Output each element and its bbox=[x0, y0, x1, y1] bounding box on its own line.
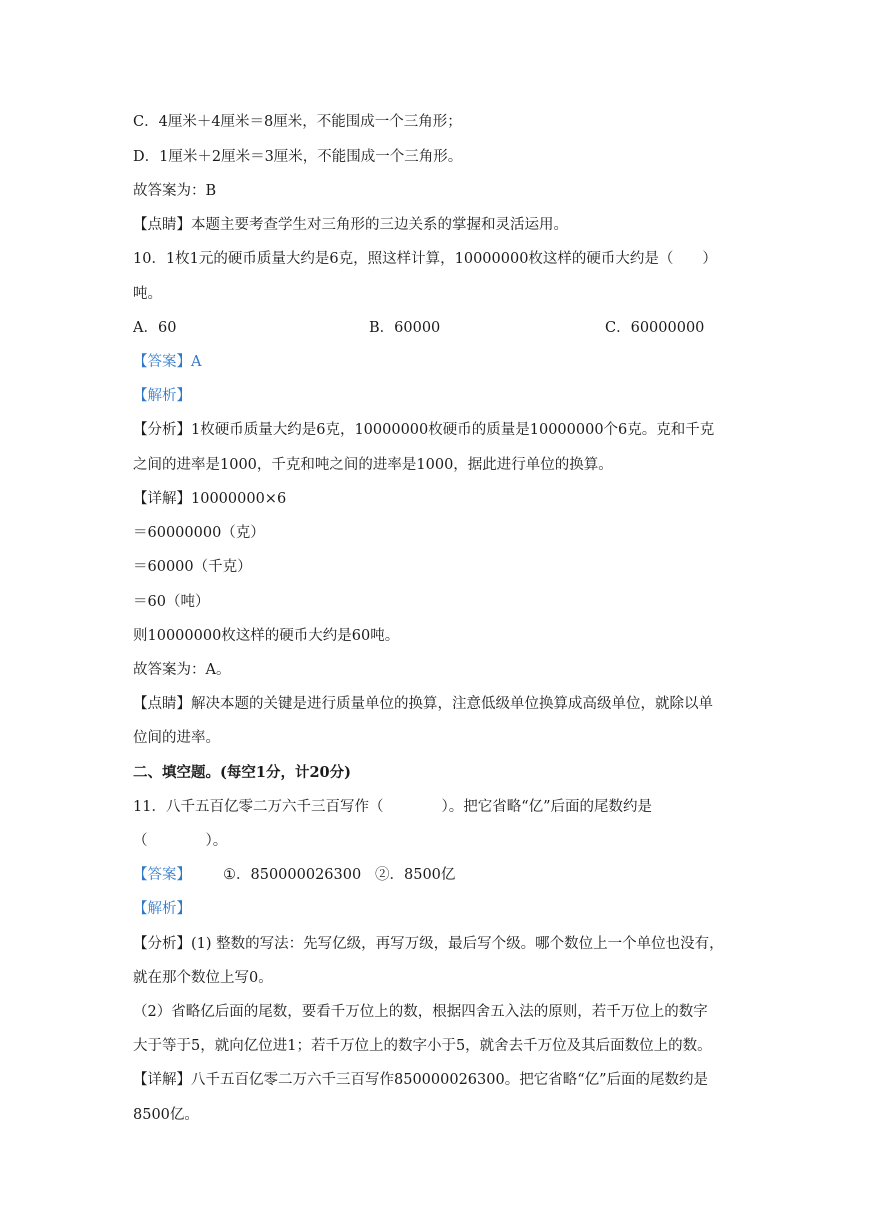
fenxi-q10-line1: 【分析】1枚硬币质量大约是6克，10000000枚硬币的质量是10000000个6克。克和千克 bbox=[133, 422, 715, 438]
conclusion-q10: 则10000000枚这样的硬币大约是60吨。 bbox=[133, 628, 400, 644]
fenxi-q10-line2: 之间的进率是1000，千克和吨之间的进率是1000，据此进行单位的换算。 bbox=[133, 457, 613, 473]
xiangjie-q11-line2: 8500亿。 bbox=[133, 1107, 199, 1123]
answer-label: 【答案】 bbox=[133, 867, 191, 883]
answer-q10: 【答案】A bbox=[133, 354, 202, 370]
answer-summary-q10: 故答案为：A。 bbox=[133, 662, 231, 678]
xiangjie-q10: 【详解】10000000×6 bbox=[133, 491, 287, 507]
dianjing-q9: 【点睛】本题主要考查学生对三角形的三边关系的掌握和灵活运用。 bbox=[133, 217, 568, 233]
answer-blank-1: ①．850000026300 bbox=[223, 867, 362, 883]
fenxi-q11-line1: 【分析】(1) 整数的写法：先写亿级，再写万级，最后写个级。哪个数位上一个单位也没有， bbox=[133, 936, 724, 952]
option-b: B．60000 bbox=[369, 320, 441, 336]
step-1: ＝60000000（克） bbox=[133, 525, 265, 541]
section-heading: 二、填空题。(每空1分，计20分) bbox=[133, 764, 351, 781]
jiexi-label-q11: 【解析】 bbox=[133, 901, 191, 917]
solution-line-c: C．4厘米＋4厘米＝8厘米，不能围成一个三角形； bbox=[133, 114, 462, 130]
fenxi-q11-line2: 就在那个数位上写0。 bbox=[133, 970, 273, 986]
option-a: A．60 bbox=[133, 320, 177, 336]
option-c: C．60000000 bbox=[605, 320, 705, 336]
question-11-line1: 11．八千五百亿零二万六千三百写作（ ）。把它省略“亿”后面的尾数约是 bbox=[133, 799, 653, 815]
fenxi-q11-line4: 大于等于5，就向亿位进1；若千万位上的数字小于5，就舍去千万位及其后面数位上的数。 bbox=[133, 1038, 712, 1054]
dianjing-q10-line1: 【点睛】解决本题的关键是进行质量单位的换算，注意低级单位换算成高级单位，就除以单 bbox=[133, 696, 713, 712]
question-10-line1: 10．1枚1元的硬币质量大约是6克，照这样计算，10000000枚这样的硬币大约是（ ） bbox=[133, 251, 717, 267]
xiangjie-q11-line1: 【详解】八千五百亿零二万六千三百写作850000026300。把它省略“亿”后面的尾数约是 bbox=[133, 1072, 709, 1088]
question-10-line2: 吨。 bbox=[133, 286, 162, 302]
step-3: ＝60（吨） bbox=[133, 594, 210, 610]
fenxi-q11-line3: （2）省略亿后面的尾数，要看千万位上的数，根据四舍五入法的原则，若千万位上的数字 bbox=[133, 1004, 708, 1020]
step-2: ＝60000（千克） bbox=[133, 559, 252, 575]
solution-line-d: D．1厘米＋2厘米＝3厘米，不能围成一个三角形。 bbox=[133, 149, 463, 165]
answer-blank-2: ②．8500亿 bbox=[375, 867, 456, 883]
question-11-line2: （ ）。 bbox=[133, 833, 228, 849]
dianjing-q10-line2: 位间的进率。 bbox=[133, 730, 220, 746]
answer-summary-q9: 故答案为：B bbox=[133, 183, 217, 199]
jiexi-label-q10: 【解析】 bbox=[133, 388, 191, 404]
